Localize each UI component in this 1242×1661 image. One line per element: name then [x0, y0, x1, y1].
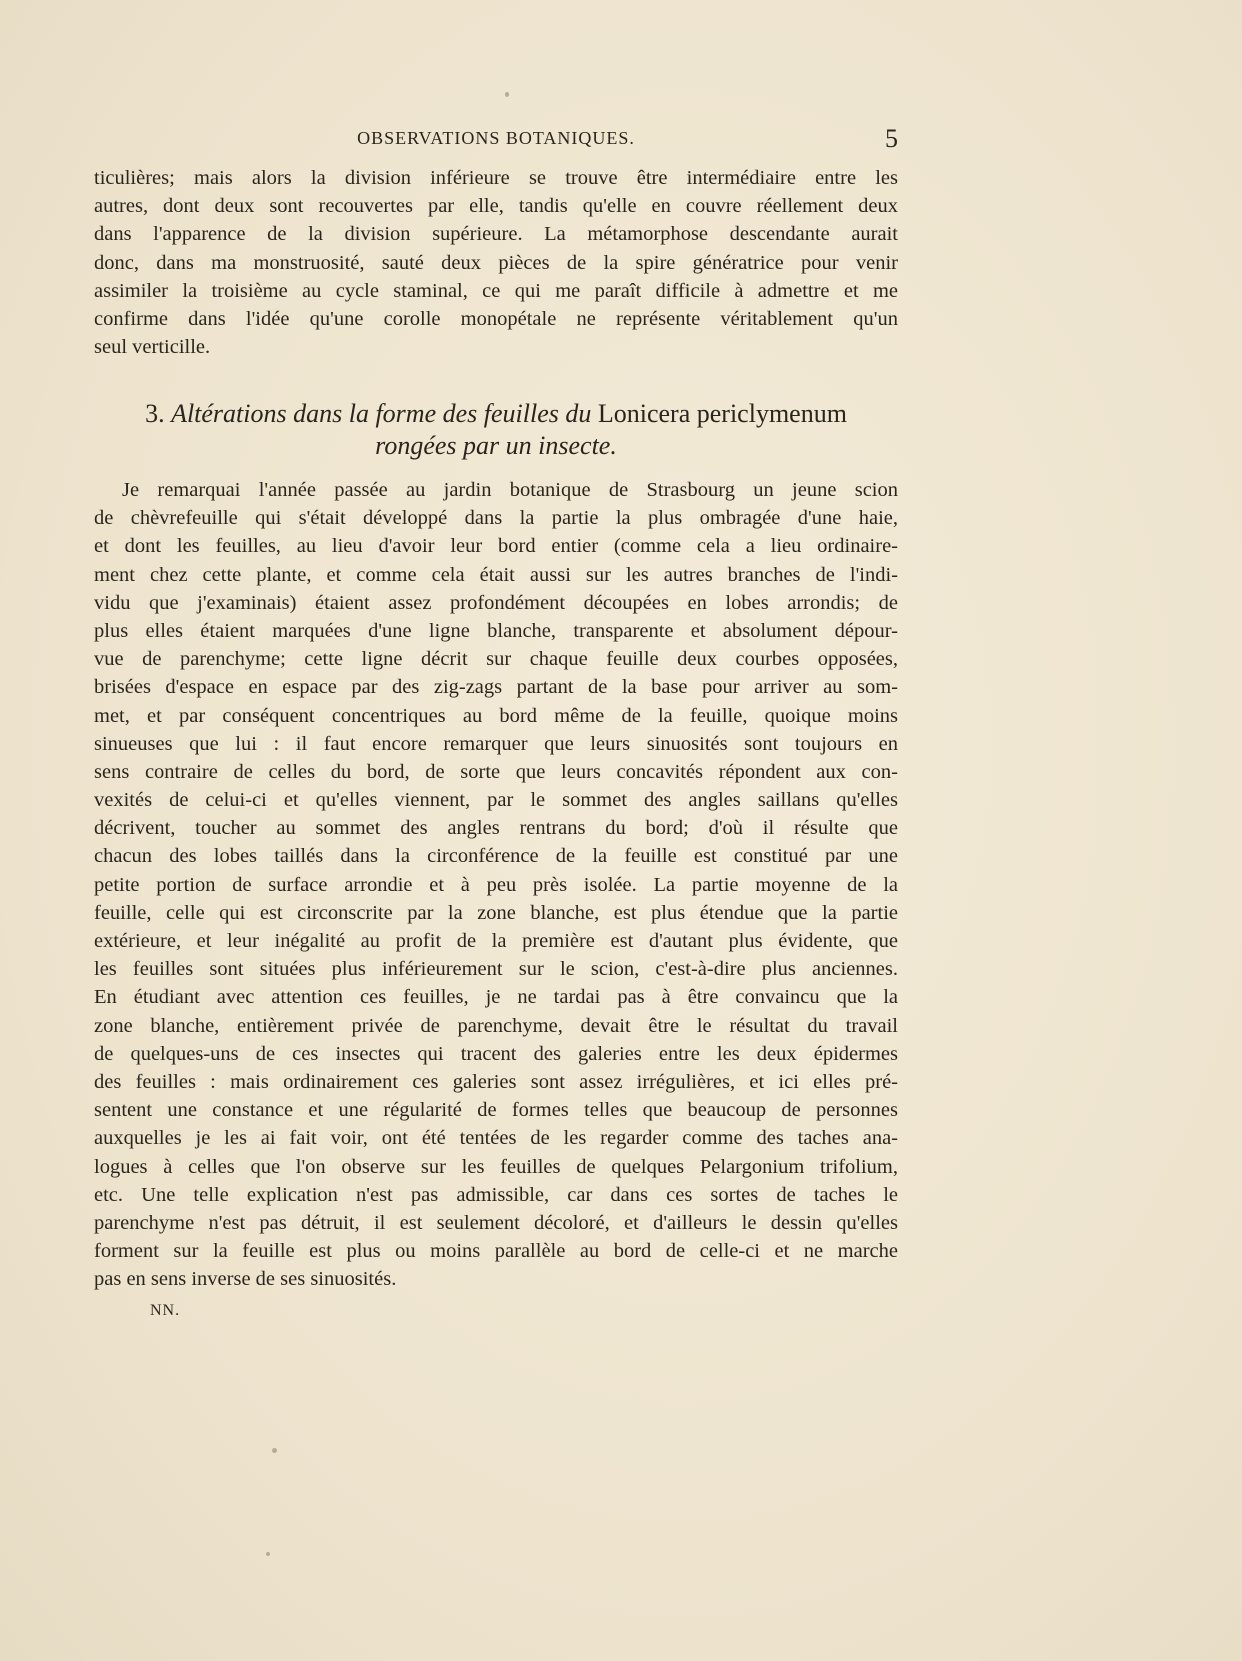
text-line: des feuilles : mais ordinairement ces galeries sont assez irrégulières, et ici elles pré- [94, 1070, 898, 1093]
text-line: sinueuses que lui : il faut encore remarquer que leurs sinuosités sont toujours en [94, 732, 898, 755]
text-line: de quelques-uns de ces insectes qui tracent des galeries entre les deux épidermes [94, 1042, 898, 1065]
text-line: chacun des lobes taillés dans la circonférence de la feuille est constitué par une [94, 845, 898, 868]
text-line: auxquelles je les ai fait voir, ont été tentées de les regarder comme des taches ana- [94, 1127, 898, 1150]
text-line: dans l'apparence de la division supérieure. La métamorphose descendante aurait [94, 223, 898, 246]
paper-speck [505, 92, 509, 97]
text-line: petite portion de surface arrondie et à peu près isolée. La partie moyenne de la [94, 873, 898, 896]
text-line: etc. Une telle explication n'est pas admissible, car dans ces sortes de taches le [94, 1183, 898, 1206]
text-line: extérieure, et leur inégalité au profit de la première est d'autant plus évidente, que [94, 930, 898, 952]
text-line: brisées d'espace en espace par des zig-zags partant de la base pour arriver au som- [94, 676, 898, 699]
text-line: met, et par conséquent concentriques au bord même de la feuille, quoique moins [94, 704, 898, 727]
text-line: pas en sens inverse de ses sinuosités. [94, 1268, 397, 1291]
text-line: plus elles étaient marquées d'une ligne blanche, transparente et absolument dépour- [94, 619, 898, 642]
text-line: ment chez cette plante, et comme cela était aussi sur les autres branches de l'indi- [94, 563, 898, 586]
paper-speck [272, 1448, 277, 1453]
text-line: zone blanche, entièrement privée de parenchyme, devait être le résultat du travail [94, 1014, 898, 1037]
section-title-italic: Altérations dans la forme des feuilles du [171, 399, 592, 428]
section-heading-line-1 [94, 398, 898, 430]
text-line: les feuilles sont situées plus inférieurement sur le scion, c'est-à-dire plus anciennes. [94, 958, 898, 981]
text-line: et dont les feuilles, au lieu d'avoir leur bord entier (comme cela a lieu ordinaire- [94, 535, 898, 558]
text-line: sens contraire de celles du bord, de sorte que leurs concavités répondent aux con- [94, 760, 898, 783]
text-line: ticulières; mais alors la division inférieure se trouve être intermédiaire entre les [94, 167, 898, 189]
text-line: de chèvrefeuille qui s'était développé dans la partie la plus ombragée d'une haie, [94, 507, 898, 530]
text-line: confirme dans l'idée qu'une corolle monopétale ne représente véritablement qu'un [94, 307, 898, 330]
paragraph-main [94, 476, 898, 1293]
text-line: décrivent, toucher au sommet des angles rentrans du bord; d'où il résulte que [94, 817, 898, 840]
running-title: OBSERVATIONS BOTANIQUES. [357, 128, 635, 148]
text-line: donc, dans ma monstruosité, sauté deux pièces de la spire génératrice pour venir [94, 251, 898, 274]
text-line: assimiler la troisième au cycle staminal, ce qui me paraît difficile à admettre et me [94, 279, 898, 302]
text-line: vidu que j'examinais) étaient assez profondément découpées en lobes arrondis; de [94, 591, 898, 614]
text-line: vue de parenchyme; cette ligne décrit sur chaque feuille deux courbes opposées, [94, 648, 898, 671]
page-number: 5 [885, 124, 898, 153]
section-number: 3. [145, 399, 165, 428]
text-line: vexités de celui-ci et qu'elles viennent, par le sommet des angles saillans qu'elles [94, 789, 898, 812]
text-line: forment sur la feuille est plus ou moins parallèle au bord de celle-ci et ne marche [94, 1240, 898, 1263]
printer-signature-mark: NN. [150, 1302, 181, 1319]
text-line: feuille, celle qui est circonscrite par la zone blanche, est plus étendue que la partie [94, 901, 898, 924]
text-line: En étudiant avec attention ces feuilles, je ne tardai pas à être convaincu que la [94, 986, 898, 1009]
section-title-species: Lonicera periclymenum [597, 399, 847, 428]
paper-speck [266, 1552, 270, 1556]
section-heading [94, 398, 898, 462]
text-line: seul verticille. [94, 336, 211, 359]
text-line: Je remarquai l'année passée au jardin botanique de Strasbourg un jeune scion [122, 479, 898, 501]
text-line: sentent une constance et une régularité de formes telles que beaucoup de personnes [94, 1099, 898, 1122]
text-line: autres, dont deux sont recouvertes par elle, tandis qu'elle en couvre réellement deux [94, 195, 898, 218]
text-line: logues à celles que l'on observe sur les feuilles de quelques Pelargonium trifolium, [94, 1155, 898, 1178]
page-header [94, 124, 898, 158]
section-heading-line-2: rongées par un insecte. [375, 431, 617, 460]
paragraph-continuation [94, 164, 898, 361]
text-line: parenchyme n'est pas détruit, il est seulement décoloré, et d'ailleurs le dessin qu'elles [94, 1211, 898, 1234]
